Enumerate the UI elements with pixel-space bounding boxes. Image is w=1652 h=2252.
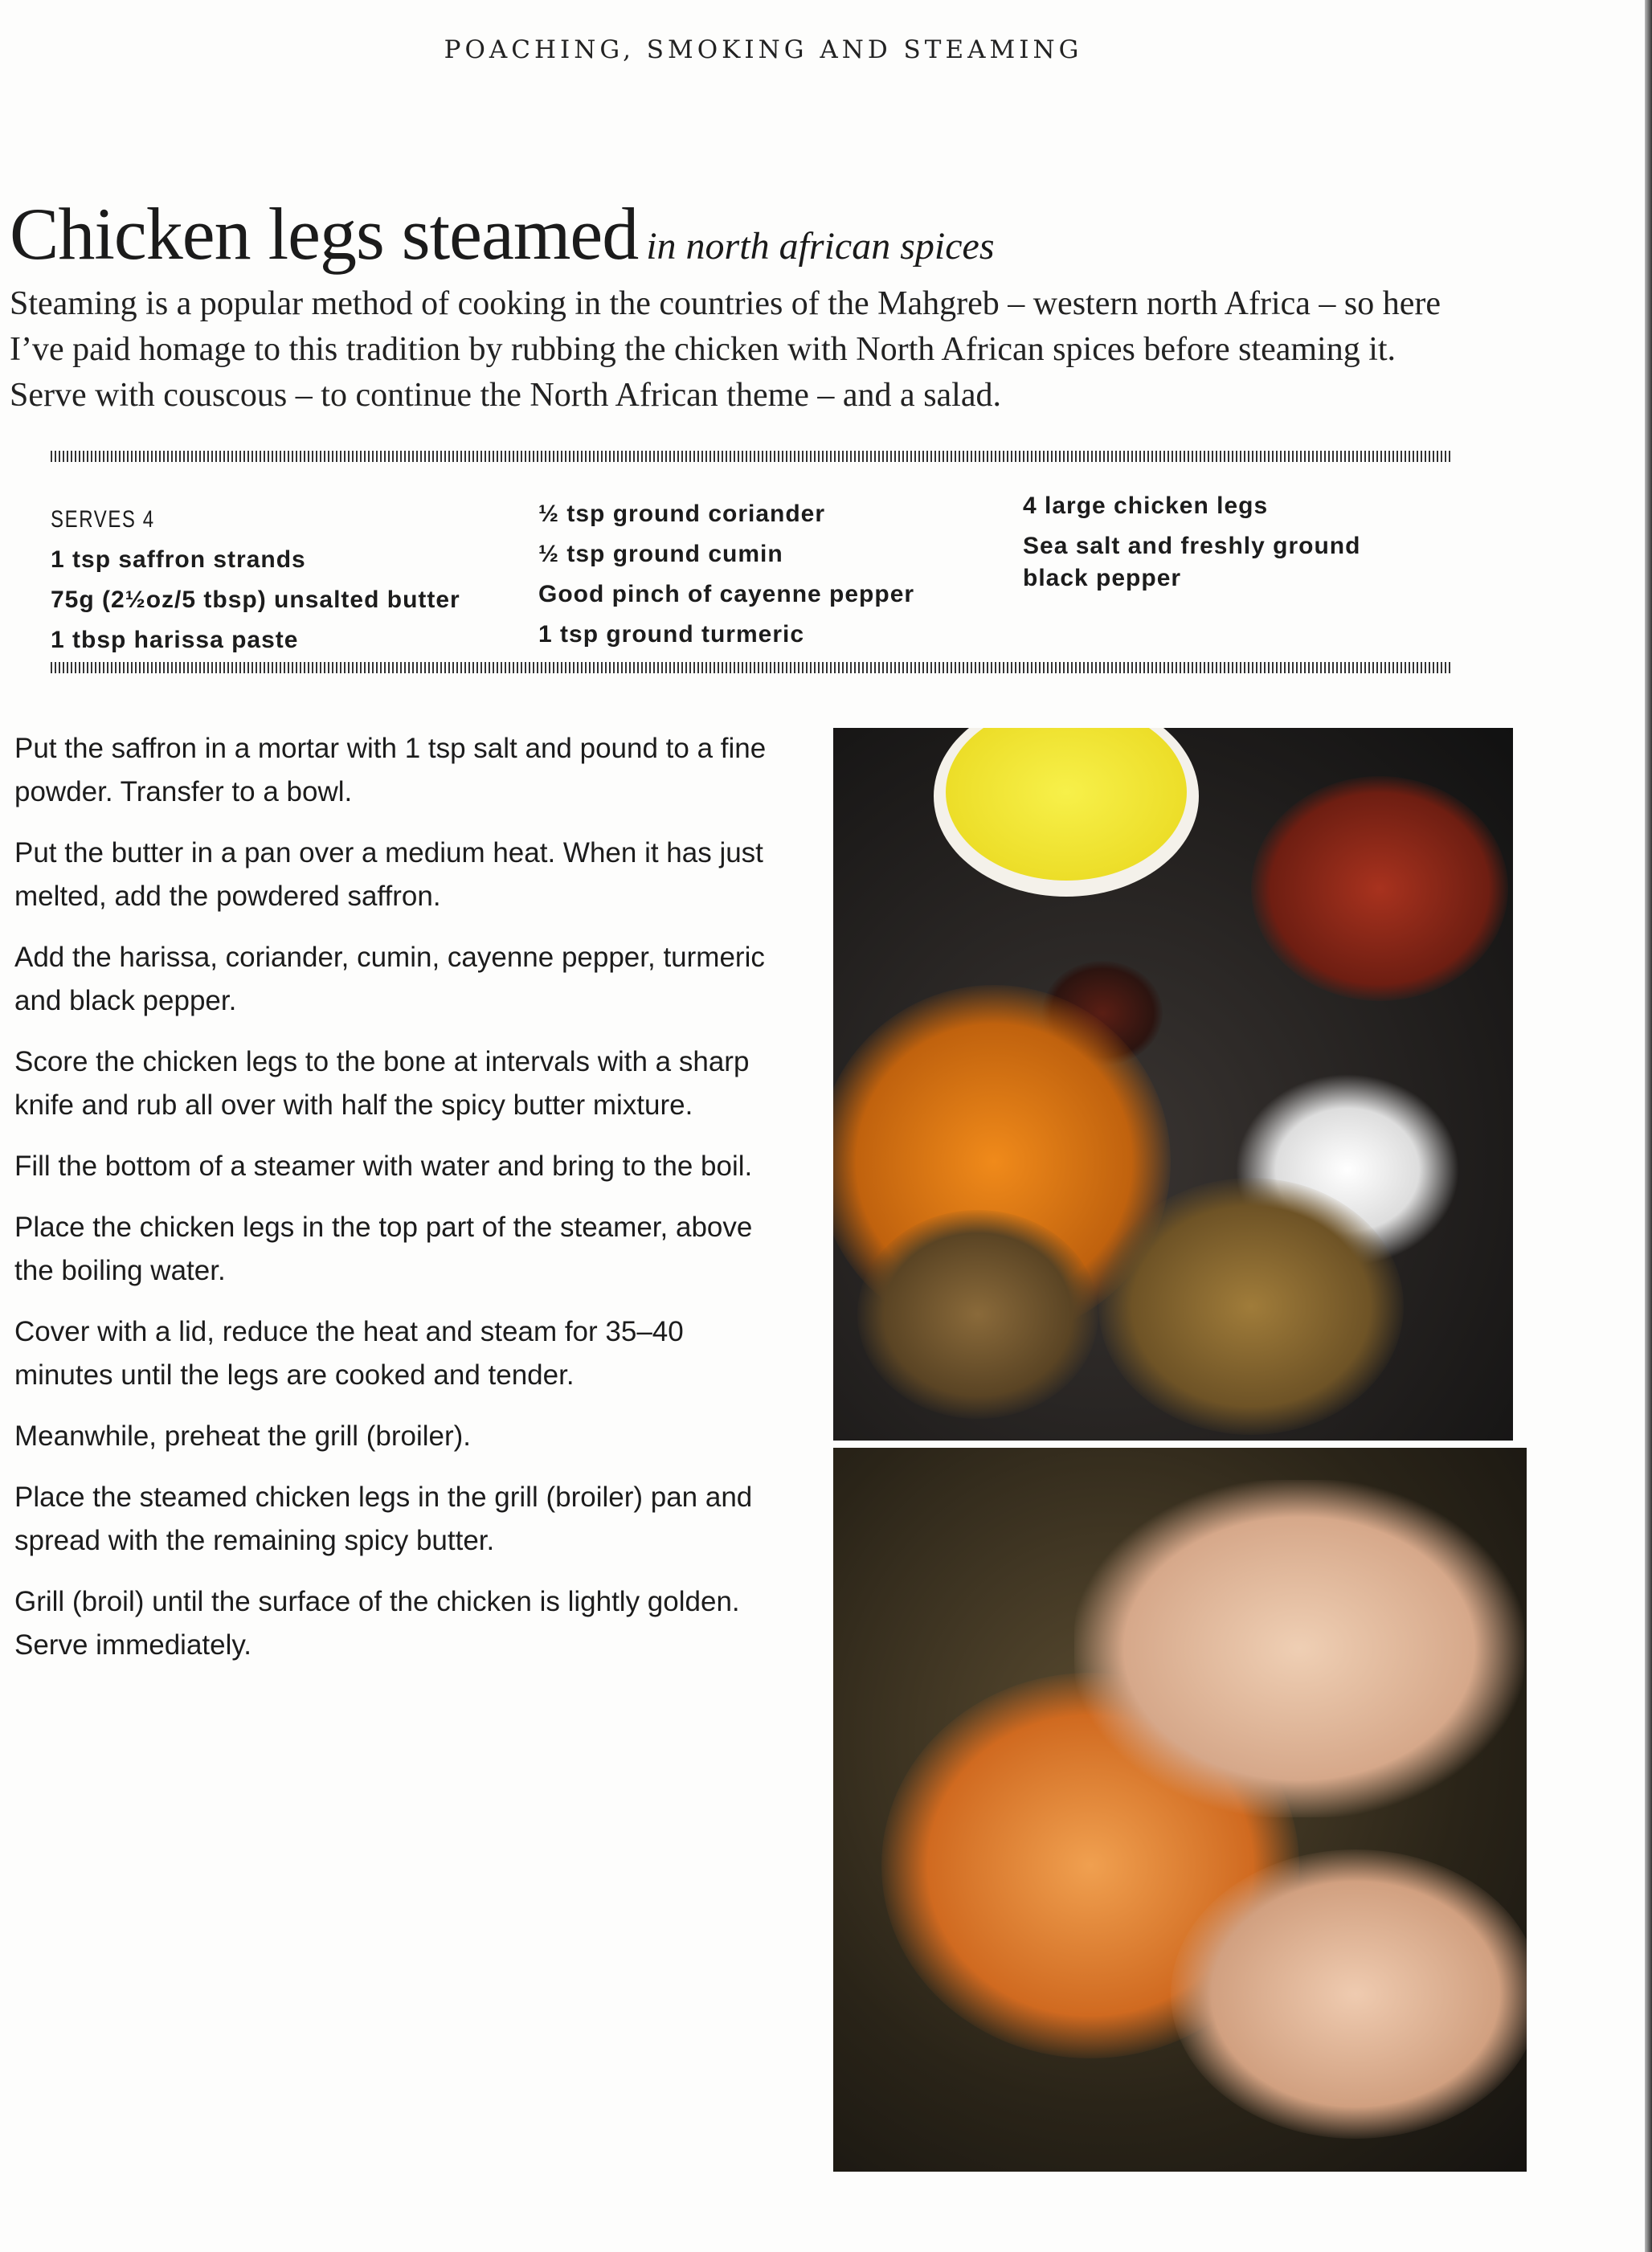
divider-top [51, 451, 1450, 462]
ingredient: 75g (2½oz/5 tbsp) unsalted butter [51, 587, 460, 613]
coriander-pile [857, 1210, 1098, 1419]
ingredients-col-1 [51, 500, 460, 660]
method-step: Put the saffron in a mortar with 1 tsp salt and pound to a fine powder. Transfer to a bowl. [14, 733, 767, 807]
ingredient: 1 tsp saffron strands [51, 546, 306, 573]
page-edge [1645, 0, 1652, 2252]
method-step: Place the chicken legs in the top part of the steamer, above the boiling water. [14, 1212, 753, 1286]
ingredient: 1 tbsp harissa paste [51, 627, 299, 653]
serves-label: SERVES 4 [51, 506, 155, 533]
method-step: Put the butter in a pan over a medium heat. When it has just melted, add the powdered saffron. [14, 837, 763, 912]
ingredients-col-3 [1023, 490, 1401, 595]
ingredients-col-2 [538, 494, 914, 655]
divider-bottom [51, 662, 1450, 673]
hand-bottom [1171, 1849, 1527, 2139]
method-step: Score the chicken legs to the bone at intervals with a sharp knife and rub all over with half the spicy butter mixture. [14, 1046, 750, 1121]
intro-paragraph: Steaming is a popular method of cooking in the countries of the Mahgreb – western north Africa – so here I’ve paid homage to this tradition by rubbing the chicken with North African spices before steaming it. Serve with couscous – to continue the North African theme – and a salad. [10, 285, 1441, 414]
method-step: Meanwhile, preheat the grill (broiler). [14, 1420, 472, 1452]
recipe-title [10, 191, 995, 276]
title-main: Chicken legs steamed [10, 193, 639, 275]
ingredient: ½ tsp ground cumin [538, 541, 783, 567]
ingredient: Sea salt and freshly ground black pepper [1023, 533, 1361, 591]
ingredient: ½ tsp ground coriander [538, 501, 826, 527]
method-steps [14, 727, 770, 1685]
ingredient: Good pinch of cayenne pepper [538, 581, 915, 607]
method-step: Fill the bottom of a steamer with water and bring to the boil. [14, 1151, 753, 1182]
ingredient: 4 large chicken legs [1023, 492, 1269, 519]
paprika-pile [1251, 776, 1508, 1001]
cumin-pile [1098, 1178, 1404, 1435]
photo-spices-tray [833, 728, 1513, 1441]
method-step: Grill (broil) until the surface of the chicken is lightly golden. Serve immediately. [14, 1586, 740, 1661]
ingredient: 1 tsp ground turmeric [538, 621, 805, 648]
photo-rubbing-chicken [833, 1448, 1527, 2172]
title-subtitle: in north african spices [646, 225, 995, 268]
hand-top [1074, 1480, 1524, 1817]
method-step: Place the steamed chicken legs in the grill (broiler) pan and spread with the remaining spicy butter. [14, 1482, 753, 1556]
method-step: Cover with a lid, reduce the heat and steam for 35–40 minutes until the legs are cooked and tender. [14, 1316, 684, 1391]
method-step: Add the harissa, coriander, cumin, cayenne pepper, turmeric and black pepper. [14, 942, 765, 1016]
running-head: POACHING, SMOKING AND STEAMING [444, 35, 1083, 64]
